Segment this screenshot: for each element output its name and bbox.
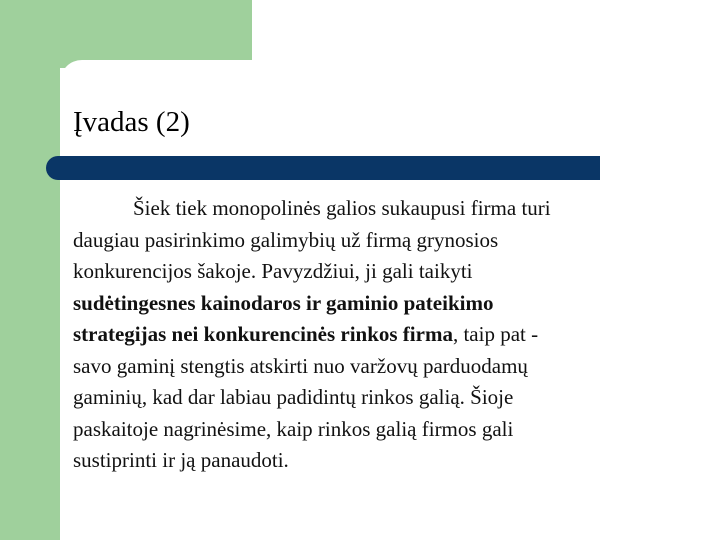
body-line (73, 225, 673, 257)
body-bold-text: sudėtingesnes kainodaros ir gaminio pateikimo (73, 290, 494, 315)
body-line (73, 445, 673, 477)
body-line (73, 382, 673, 414)
title-underline-bar (46, 156, 600, 180)
body-text-segment: gaminių, kad dar labiau padidintų rinkos galią. Šioje (73, 385, 514, 409)
body-text-segment: , taip pat - (452, 322, 539, 346)
body-text-segment: Šiek tiek monopolinės galios sukaupusi firma turi (133, 196, 551, 220)
body-text-segment: konkurencijos šakoje. Pavyzdžiui, ji gali taikyti (73, 259, 473, 283)
body-line (73, 193, 673, 225)
body-line (73, 256, 673, 288)
body-line (73, 414, 673, 446)
body-line (73, 288, 673, 320)
green-side-accent (0, 0, 60, 540)
body-line (73, 351, 673, 383)
slide-body-text (73, 193, 673, 477)
body-text-segment: savo gaminį stengtis atskirti nuo varžovų parduodamų (73, 353, 528, 378)
body-text-segment: paskaitoje nagrinėsime, kaip rinkos galią firmos gali (73, 416, 514, 441)
body-text-segment: sustiprinti ir ją panaudoti. (73, 448, 289, 472)
slide-title: Įvadas (2) (73, 106, 190, 138)
body-bold-text: strategijas nei konkurencinės rinkos firma (73, 322, 453, 346)
body-line (73, 319, 673, 351)
body-text-segment: daugiau pasirinkimo galimybių už firmą grynosios (73, 227, 499, 252)
